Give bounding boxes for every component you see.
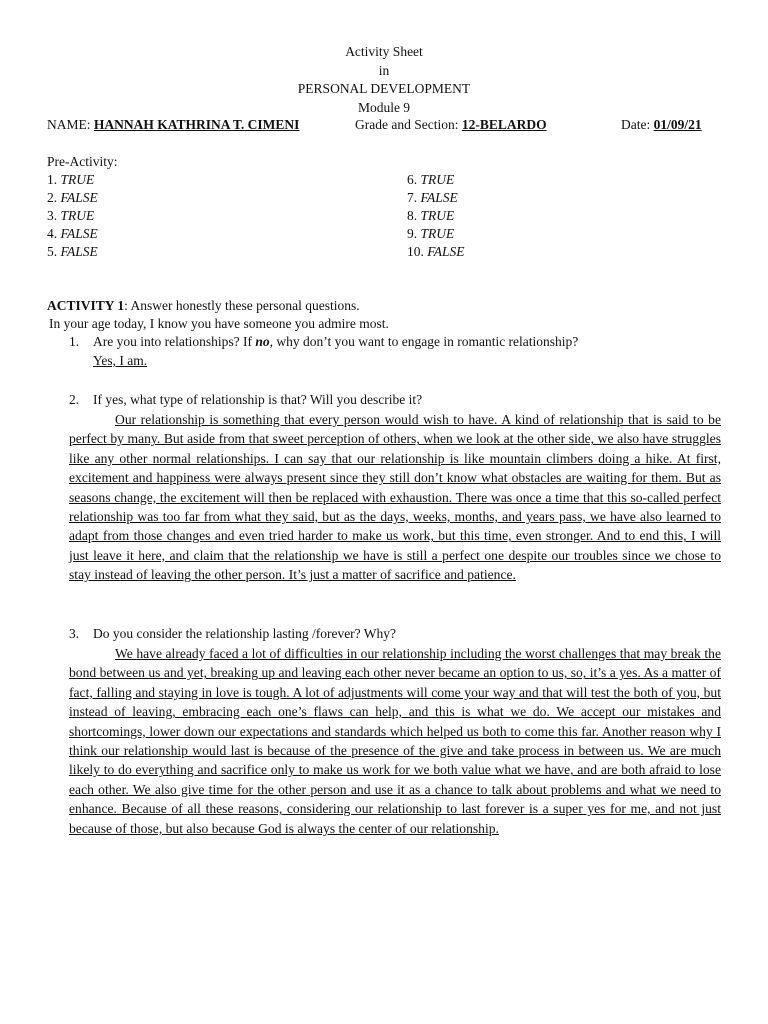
section-label: Grade and Section: [355, 117, 459, 132]
pre-activity-item: 7. FALSE [407, 190, 458, 205]
subject-title: PERSONAL DEVELOPMENT [297, 81, 471, 96]
date-value: 01/09/21 [653, 117, 702, 132]
pre-activity-item: 9. TRUE [407, 226, 455, 241]
activity-1-instruction: : Answer honestly these personal questions. [124, 298, 360, 313]
question-1-text: Are you into relationships? If no, why don’t you want to engage in romantic relationship? [93, 334, 579, 349]
pre-activity-item: 8. TRUE [407, 208, 455, 223]
pre-activity-item: 5. FALSE [47, 244, 98, 259]
module-label: Module 9 [357, 100, 411, 115]
question-3-answer: We have already faced a lot of difficulties in our relationship including the worst challenges that may break the bond between us and yet, breaking up and leaving each other never became an option to us, so, it’s a yes. As a matter of fact, falling and staying in love is tough. A lot of adjustments will come your way and that will test the both of you, but instead of leaving, embracing each one’s flaws can help, and this is what we do. We accept our mistakes and shortcomings, lower down our expectations and standards which helped us both to come this far. Another reason why I think our relationship would last is because of the presence of the give and take process in between us. We are much likely to do everything and sacrifice only to make us work for we both value what we have, and are both afraid to lose each other. We also give time for the other person and use it as a chance to talk about problems and what we need to enhance. Because of all these reasons, considering our relationship to last forever is a super yes for me, and not just because of those, but also because God is always the center of our relationship. [69, 646, 721, 836]
question-3-text: Do you consider the relationship lasting /forever? Why? [93, 626, 397, 641]
student-info-row [47, 117, 299, 133]
pre-activity-title: Pre-Activity: [47, 154, 118, 169]
activity-1-intro: In your age today, I know you have someone you admire most. [49, 316, 389, 331]
pre-activity-item: 6. TRUE [407, 172, 455, 187]
pre-activity-item: 2. FALSE [47, 190, 98, 205]
question-3-number: 3. [69, 626, 80, 641]
section-value: 12-BELARDO [461, 117, 547, 132]
question-1-answer: Yes, I am. [93, 353, 148, 368]
question-1-number: 1. [69, 334, 80, 349]
pre-activity-item: 3. TRUE [47, 208, 95, 223]
activity-1-label: ACTIVITY 1 [47, 298, 125, 313]
pre-activity-item: 10. FALSE [407, 244, 465, 259]
date-label: Date: [621, 117, 651, 132]
question-2-answer: Our relationship is something that every person would wish to have. A kind of relationship that is said to be perfect by many. But aside from that sweet perception of others, when we look at the other side, we also have struggles like any other normal relationships. I can say that our relationship is like mountain climbers doing a hike. At first, excitement and happiness were always present since they still don’t know what obstacles are waiting for them. But as seasons change, the excitement will then be replaced with exhaustion. There was once a time that this so-called perfect relationship was too far from what they said, but as the days, weeks, months, and years pass, we have also learned to adapt from those changes and even tried harder to make us work, but this time, even stronger. And to end this, I will just leave it here, and claim that the relationship we have is still a perfect one despite our troubles since we chose to stay instead of leaving the other person. It’s just a matter of sacrifice and patience. [69, 412, 721, 583]
sheet-title: Activity Sheet [345, 44, 423, 59]
pre-activity-item: 1. TRUE [47, 172, 95, 187]
section-info [355, 117, 547, 133]
name-label: NAME: [47, 117, 91, 132]
activity-1-heading [47, 298, 360, 314]
date-info [621, 117, 702, 133]
pre-activity-item: 4. FALSE [47, 226, 98, 241]
title-connector: in [378, 63, 390, 78]
question-2-text: If yes, what type of relationship is that? Will you describe it? [93, 392, 423, 407]
question-2-number: 2. [69, 392, 80, 407]
name-value: HANNAH KATHRINA T. CIMENI [93, 117, 300, 132]
